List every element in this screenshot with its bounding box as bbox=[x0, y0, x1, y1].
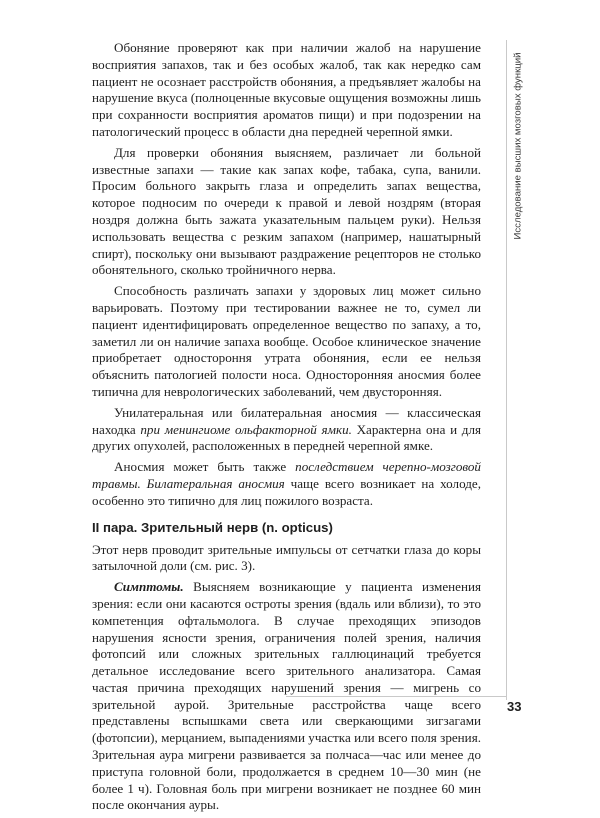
paragraph-unilateral-anosmia bbox=[92, 405, 481, 455]
bottom-rule bbox=[286, 696, 506, 697]
italic-run: при менингиоме ольфакторной ямки. bbox=[140, 421, 352, 437]
text-run: Аносмия может быть также bbox=[114, 459, 296, 475]
symptoms-label: Симптомы. bbox=[114, 579, 184, 595]
section-heading-optic-nerve: II пара. Зрительный нерв (n. opticus) bbox=[92, 519, 333, 535]
italic-run: последствием черепно-мозговой травмы. Билатеральная аносмия bbox=[92, 459, 481, 491]
paragraph-smell-variability: Способность различать запахи у здоровых лиц может сильно варьировать. Поэтому при тестировании важнее не то, сумел ли пациент идентифицировать определенное вещество по запаху, а то, заметил ли он наличие запаха вообще. Особое клиническое значение приобретает одностороння утрата обоняния, если ее нельзя объяснить патологией полости носа. Односторонняя аносмия более типична для неврологических заболеваний, чем двусторонняя. bbox=[92, 283, 481, 399]
paragraph-optic-intro: Этот нерв проводит зрительные импульсы от сетчатки глаза до коры затылочной доли (см. рис. 3). bbox=[92, 541, 481, 574]
text-run: Характерна она и для других опухолей, расположенных в передней черепной ямке. bbox=[92, 421, 482, 454]
running-head-text: Исследование высших мозговых функций bbox=[512, 52, 524, 240]
paragraph-anosmia-trauma bbox=[92, 459, 481, 509]
page-body bbox=[92, 40, 481, 818]
text-run: Выясняем возникающие у пациента изменения зрения: если они касаются остроты зрения (вдаль или вблизи), то это компетенция офтальмолога. В случае преходящих эпизодов нарушения ясности зрения, ограничения полей зрения, наличия фотопсий или сложных зрительных галлюцинаций требуется детальное исследование всего зрительного анализатора. Самая частая причина преходящих нарушений зрения — мигрень со зрительной аурой. Зрительные расстройства чаще всего представлены вспышками света или сверкающими зигзагами (фотопсии), мерцанием, выпадениями участка или всего поля зрения. Зрительная аура мигрени развивается за полчаса—час или менее до приступа головной боли, продолжается в среднем 10—30 мин (не более 1 ч). Головная боль при мигрени возникает не позднее 60 мин после окончания ауры. bbox=[92, 579, 481, 813]
paragraph-smell-testing-reasons: Обоняние проверяют как при наличии жалоб на нарушение восприятия запахов, так и без особых жалоб, так как нередко сам пациент не осознает расстройств обоняния, а предъявляет жалобы на нарушение вкуса (полноценные вкусовые ощущения возможны лишь при сохранности восприятия ароматов пищи) и при подозрении на патологический процесс в области дна передней черепной ямки. bbox=[92, 40, 481, 139]
side-rule bbox=[506, 40, 507, 700]
text-run: Унилатеральная или билатеральная аносмия — классическая находка bbox=[92, 404, 481, 437]
text-run: чаще всего возникает на холоде, особенно это типично для лиц пожилого возраста. bbox=[92, 475, 481, 508]
page-number: 33 bbox=[507, 699, 522, 714]
running-head bbox=[508, 36, 528, 256]
paragraph-smell-testing-method: Для проверки обоняния выясняем, различает ли больной известные запахи — такие как запах кофе, табака, супа, ванили. Просим больного закрыть глаза и определить запах вещества, которое подносим по очереди к правой и левой ноздрям (вторая ноздря должна быть зажата указательным пальцем руки). Нельзя использовать вещества с резким запахом (например, нашатырный спирт), поскольку они вызывают раздражение рецепторов не столько обонятельного, сколько тройничного нерва. bbox=[92, 144, 481, 278]
